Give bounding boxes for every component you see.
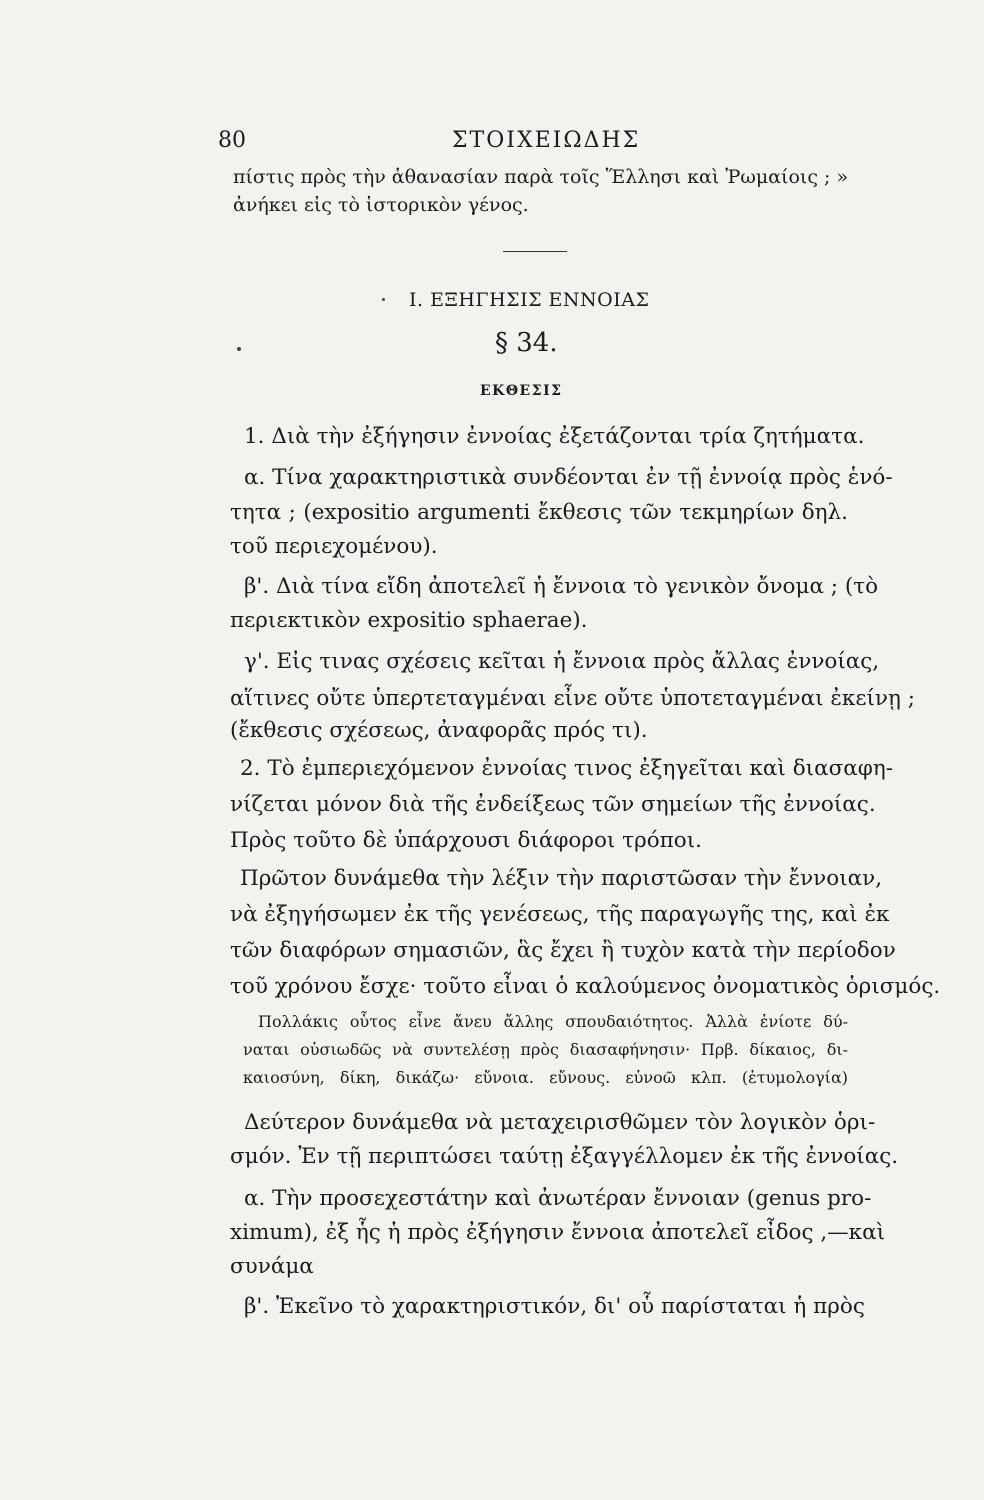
body-line-13: Πρῶτον δυνάμεθα τὴν λέξιν τὴν παριστῶσαν τὴν ἔννοιαν, [240, 866, 883, 891]
section-heading: I. ΕΞΗΓΗΣΙΣ ΕΝΝΟΙΑΣ [409, 289, 650, 311]
closing-line-5: συνάμα [230, 1254, 314, 1279]
print-speck [382, 298, 385, 301]
body-line-2: α. Τίνα χαρακτηριστικὰ συνδέονται ἐν τῇ ἐννοίᾳ πρὸς ἑνό- [244, 465, 893, 490]
closing-line-2: σμόν. Ἐν τῇ περιπτώσει ταύτῃ ἐξαγγέλλομεν ἐκ τῆς ἐννοίας. [230, 1144, 899, 1169]
body-line-3: τητα ; (expositio argumenti ἔκθεσις τῶν τεκμηρίων δηλ. [230, 500, 848, 525]
note-line-1: Πολλάκις οὗτος εἶνε ἄνευ ἄλλης σπουδαιότητος. Ἀλλὰ ἐνίοτε δύ- [258, 1012, 848, 1031]
body-line-14: νὰ ἐξηγήσωμεν ἐκ τῆς γενέσεως, τῆς παραγωγῆς της, καὶ ἐκ [230, 902, 890, 927]
body-line-15: τῶν διαφόρων σημασιῶν, ἃς ἔχει ἢ τυχὸν κατὰ τὴν περίοδον [230, 938, 896, 963]
closing-line-1: Δεύτερον δυνάμεθα νὰ μεταχειρισθῶμεν τὸν λογικὸν ὁρι- [244, 1110, 876, 1135]
body-line-4: τοῦ περιεχομένου). [230, 534, 438, 559]
body-line-6: περιεκτικὸν expositio sphaerae). [230, 608, 588, 633]
body-line-12: Πρὸς τοῦτο δὲ ὑπάρχουσι διάφοροι τρόποι. [230, 828, 703, 853]
closing-line-6: β'. Ἐκεῖνο τὸ χαρακτηριστικόν, δι' οὗ παρίσταται ἡ πρὸς [244, 1294, 865, 1319]
body-line-7: γ'. Εἰς τινας σχέσεις κεῖται ἡ ἔννοια πρὸς ἄλλας ἐννοίας, [244, 649, 880, 674]
intro-line-2: ἀνήκει εἰς τὸ ἱστορικὸν γένος. [233, 194, 529, 216]
body-line-5: β'. Διὰ τίνα εἴδη ἀποτελεῖ ἡ ἔννοια τὸ γενικὸν ὄνομα ; (τὸ [244, 574, 879, 599]
body-line-1: 1. Διὰ τὴν ἐξήγησιν ἐννοίας ἐξετάζονται τρία ζητήματα. [244, 424, 865, 449]
print-speck [237, 347, 241, 351]
body-line-10: 2. Τὸ ἐμπεριεχόμενον ἐννοίας τινος ἐξηγεῖται καὶ διασαφη- [240, 756, 893, 781]
section-divider-rule [503, 251, 567, 252]
page-number: 80 [218, 128, 246, 153]
body-line-8: αἵτινες οὔτε ὑπερτεταγμέναι εἶνε οὔτε ὑποτεταγμέναι ἐκείνῃ ; [230, 686, 915, 711]
intro-line-1: πίστις πρὸς τὴν ἀθανασίαν παρὰ τοῖς Ἕλλησι καὶ Ῥωμαίοις ; » [233, 166, 849, 188]
paragraph-mark: § 34. [495, 328, 558, 358]
note-line-3: καιοσύνη, δίκη, δικάζω· εὔνοια. εὔνους. εὐνοῶ κλπ. (ἐτυμολογία) [243, 1068, 848, 1087]
closing-line-4: ximum), ἐξ ἧς ἡ πρὸς ἐξήγησιν ἔννοια ἀποτελεῖ εἶδος ,—καὶ [230, 1220, 886, 1245]
body-line-9: (ἔκθεσις σχέσεως, ἀναφορᾶς πρός τι). [230, 718, 648, 743]
body-line-11: νίζεται μόνον διὰ τῆς ἐνδείξεως τῶν σημείων τῆς ἐννοίας. [230, 792, 876, 817]
subheading: ΕΚΘΕΣΙΣ [480, 383, 563, 399]
closing-line-3: α. Τὴν προσεχεστάτην καὶ ἀνωτέραν ἔννοιαν (genus pro- [244, 1186, 872, 1211]
running-title: ΣΤΟΙΧΕΙΩΔΗΣ [452, 128, 641, 153]
note-line-2: ναται οὐσιωδῶς νὰ συντελέσῃ πρὸς διασαφήνησιν· Πρβ. δίκαιος, δι- [243, 1040, 848, 1059]
body-line-16: τοῦ χρόνου ἔσχε· τοῦτο εἶναι ὁ καλούμενος ὀνοματικὸς ὁρισμός. [230, 974, 941, 999]
